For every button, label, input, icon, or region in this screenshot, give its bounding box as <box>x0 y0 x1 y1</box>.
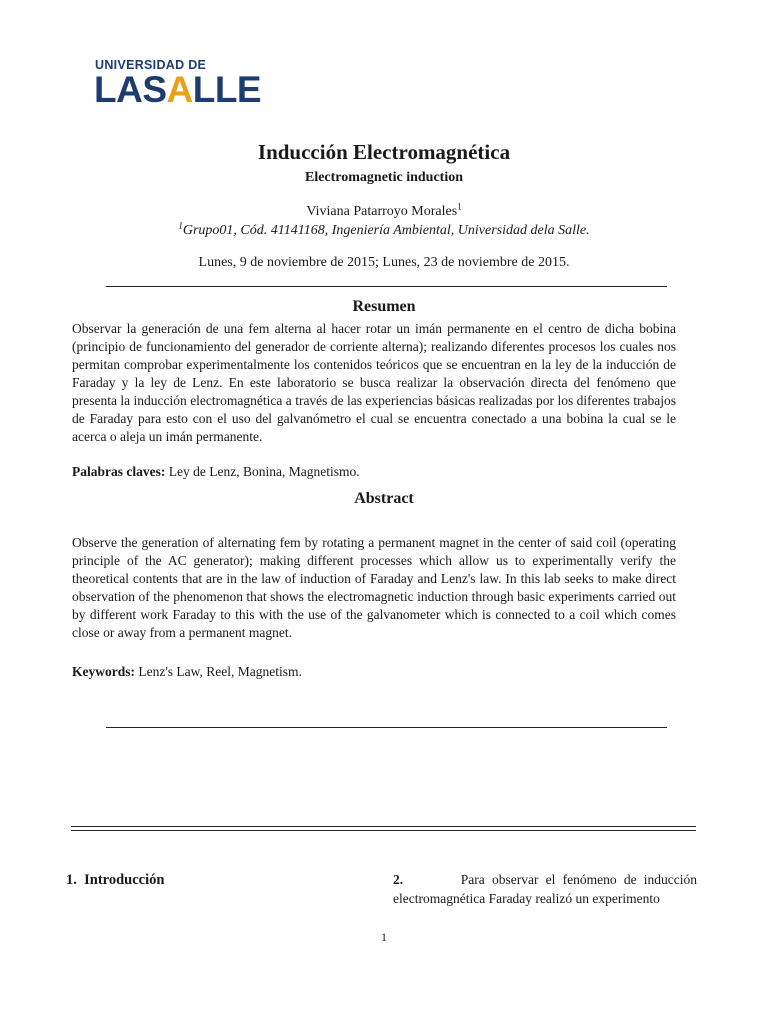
logo-main-text: LASALLE <box>94 69 262 110</box>
university-logo <box>94 58 264 110</box>
dates-line: Lunes, 9 de noviembre de 2015; Lunes, 23 de noviembre de 2015. <box>198 255 570 270</box>
resumen-keywords-label: Palabras claves: <box>72 464 166 479</box>
logo-top-text: UNIVERSIDAD DE <box>95 58 207 72</box>
section-2-text <box>393 870 697 908</box>
paper-title: Inducción Electromagnética <box>257 140 511 164</box>
author-name: Viviana Patarroyo Morales <box>306 204 458 219</box>
paper-subtitle: Electromagnetic induction <box>304 170 463 185</box>
affiliation-line <box>72 220 696 239</box>
abstract-body: Observe the generation of alternating fem by rotating a permanent magnet in the center of said coil (operating principle of the AC generator); making different processes which allow us to experimentally verify the theoretical contents that are in the law of induction of Faraday and Lenz's law. In this lab seeks to make direct observation of the phenomenon that shows the electromagnetic induction through basic experiments carried out by different work Faraday to this with the use of the galvanometer which is connected to a coil which comes close or away from a permanent magnet. <box>72 535 676 640</box>
abstract-keywords <box>72 663 676 681</box>
page-number: 1 <box>381 930 387 944</box>
author-line <box>72 201 696 220</box>
section-1-number: 1. <box>66 872 77 888</box>
affiliation-sup: 1 <box>178 220 183 231</box>
divider-double-1 <box>71 826 696 827</box>
abstract-heading: Abstract <box>354 490 414 507</box>
section-2-number: 2. <box>393 872 404 887</box>
section-1-title: Introducción <box>84 872 165 888</box>
section-1-heading <box>66 872 164 889</box>
section-2-body: Para observar el fenómeno de inducción electromagnética Faraday realizó un experimento <box>393 872 698 906</box>
divider-middle <box>106 727 667 728</box>
divider-double-2 <box>71 830 696 831</box>
abstract-keywords-text: Lenz's Law, Reel, Magnetism. <box>135 664 302 679</box>
abstract-keywords-label: Keywords: <box>72 664 135 679</box>
resumen-heading: Resumen <box>352 298 416 315</box>
divider-top <box>106 286 667 287</box>
affiliation-text: Grupo01, Cód. 41141168, Ingeniería Ambiental, Universidad dela Salle. <box>182 223 590 238</box>
resumen-keywords <box>72 463 676 481</box>
resumen-body: Observar la generación de una fem alterna al hacer rotar un imán permanente en el centro de dicha bobina (principio de funcionamiento del generador de corriente alterna); realizando diferentes procesos los cuales nos permitan comprobar experimentalmente los contenidos teóricos que se encuentran en la ley de la inducción de Faraday y la ley de Lenz. En este laboratorio se busca realizar la observación directa del fenómeno que presenta la inducción electromagnética a través de las experiencias básicas realizadas por los diferentes trabajos de Faraday para esto con el uso del galvanómetro el cual se encuentra conectado a una bobina la cual se le acerca o aleja un imán permanente. <box>72 321 676 444</box>
resumen-keywords-text: Ley de Lenz, Bonina, Magnetismo. <box>165 464 360 479</box>
author-sup: 1 <box>457 201 462 212</box>
